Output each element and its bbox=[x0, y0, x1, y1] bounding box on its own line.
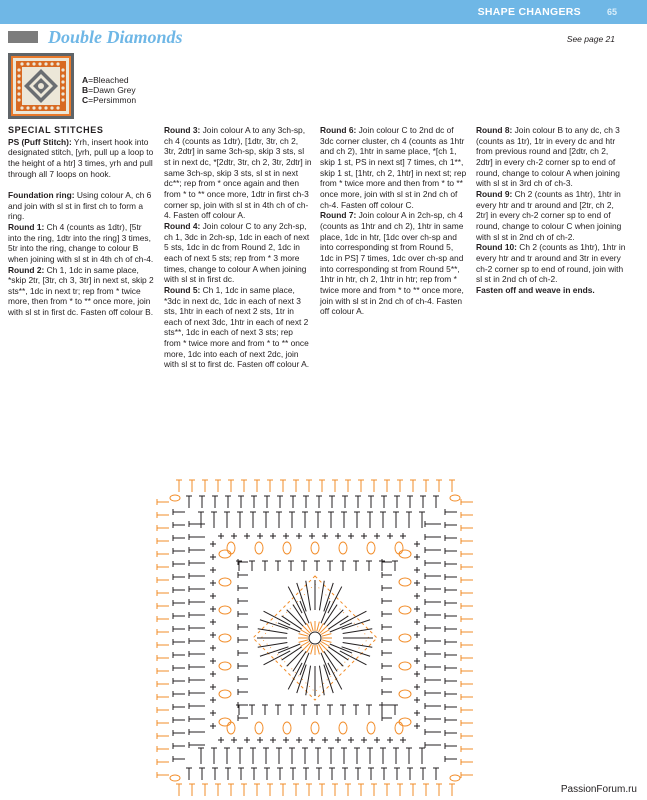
foundation-ring bbox=[309, 632, 321, 644]
step-label: Foundation ring: bbox=[8, 189, 75, 200]
puff-stitch-top bbox=[395, 542, 403, 554]
watermark: PassionForum.ru bbox=[560, 784, 637, 795]
foundation-ring bbox=[8, 190, 156, 222]
stitch-r3-fan bbox=[342, 647, 370, 656]
stitch-r3-fan bbox=[324, 583, 333, 611]
text-column-3 bbox=[320, 125, 468, 317]
step-text: Ch 2 (counts as 1htr), 1htr in every htr and tr around and [2tr, ch 2, 2tr] in every ch-2 corner sp to end of round, change to colour C when joining with sl st in 2nd ch of ch-2. bbox=[476, 188, 622, 242]
stitch-r1-spoke bbox=[322, 640, 332, 643]
stitch-r3-fan bbox=[343, 629, 373, 634]
legend-row-b bbox=[82, 85, 136, 95]
puff-stitch-right bbox=[399, 550, 411, 558]
finishing-note: Fasten off and weave in ends. bbox=[476, 284, 595, 295]
puff-stitch-left bbox=[219, 662, 231, 670]
round-1 bbox=[8, 222, 156, 265]
step-label: Round 8: bbox=[476, 125, 513, 135]
legend-row-c bbox=[82, 95, 136, 105]
stitch-r1-spoke bbox=[299, 634, 309, 637]
step-text: Join colour C to any 2ch-sp, ch 1, 3dc in 2ch-sp, 1dc in each of next 5 sts, 1dc in dc from Round 2, 1dc in each of next 5 sts; rep from * 3 more times, change to colour A when joining with sl st in first dc. bbox=[164, 220, 310, 285]
stitch-r3-fan bbox=[319, 581, 324, 611]
legend-value: =Bleached bbox=[88, 75, 129, 85]
granny-square-image bbox=[8, 53, 74, 119]
page-header bbox=[0, 0, 647, 24]
section-label: SHAPE CHANGERS bbox=[477, 6, 581, 18]
corner-chain-loop bbox=[170, 775, 180, 781]
stitch-r3-fan bbox=[260, 647, 288, 656]
puff-stitch-top bbox=[255, 542, 263, 554]
special-stitches-heading: SPECIAL STITCHES bbox=[8, 125, 104, 135]
corner-chain-loop bbox=[450, 495, 460, 501]
square-photo bbox=[8, 53, 74, 119]
colour-legend bbox=[82, 75, 136, 106]
stitch-r3-fan bbox=[342, 620, 370, 629]
crochet-chart bbox=[155, 478, 475, 798]
step-label: Round 1: bbox=[8, 221, 45, 232]
special-stitch-ps bbox=[8, 137, 156, 180]
stitch-r1-spoke bbox=[311, 645, 314, 655]
round-9 bbox=[476, 189, 626, 242]
text-column-4 bbox=[476, 125, 626, 296]
legend-key: A bbox=[82, 75, 89, 85]
puff-stitch-top bbox=[339, 542, 347, 554]
stitch-label: PS (Puff Stitch): bbox=[8, 136, 72, 147]
stitch-r3-fan bbox=[306, 666, 311, 696]
round-7 bbox=[320, 210, 468, 317]
legend-value: =Dawn Grey bbox=[88, 85, 136, 96]
puff-stitch-top bbox=[367, 542, 375, 554]
step-text: Join colour A to any 3ch-sp, ch 4 (counts as 1dtr), [1dtr, 3tr, ch 2, 3tr, 2dtr] in same 3ch-sp, skip 3 sts, sl st in next dc, *[2dtr, 3tr, ch 2, 3tr, 2dtr] in same 3ch-sp, skip 3 sts, sl st in next dc**; rep from * once again and then from * to ** once more, 1dtr in first ch-3 corner sp, join with sl st in 4th ch of ch-4. Fasten off colour A. bbox=[164, 125, 312, 221]
puff-stitch-left bbox=[219, 690, 231, 698]
puff-stitch-right bbox=[399, 578, 411, 586]
stitch-r3-fan bbox=[328, 663, 342, 690]
step-text: Using colour A, ch 6 and join with sl st in first ch to form a ring. bbox=[8, 189, 152, 222]
title-color-swatch bbox=[8, 31, 38, 43]
step-label: Round 6: bbox=[320, 125, 357, 135]
round-2 bbox=[8, 265, 156, 318]
corner-chain-loop bbox=[170, 495, 180, 501]
puff-stitch-left bbox=[219, 634, 231, 642]
puff-stitch-bottom bbox=[311, 722, 319, 734]
step-label: Round 10: bbox=[476, 242, 517, 253]
stitch-r3-fan bbox=[288, 663, 302, 690]
puff-stitch-bottom bbox=[227, 722, 235, 734]
stitch-r3-fan bbox=[258, 642, 288, 647]
step-label: Round 3: bbox=[164, 125, 201, 135]
round-6 bbox=[320, 125, 468, 210]
round-4 bbox=[164, 221, 312, 285]
puff-stitch-top bbox=[227, 542, 235, 554]
text-column-1 bbox=[8, 125, 156, 318]
stitch-r1-spoke bbox=[317, 645, 320, 655]
puff-stitch-right bbox=[399, 718, 411, 726]
puff-stitch-left bbox=[219, 606, 231, 614]
puff-stitch-bottom bbox=[255, 722, 263, 734]
puff-stitch-right bbox=[399, 606, 411, 614]
page-number: 65 bbox=[606, 7, 617, 17]
puff-stitch-left bbox=[219, 578, 231, 586]
stitch-r3-fan bbox=[297, 583, 306, 611]
stitch-r1-spoke bbox=[322, 634, 332, 637]
crochet-chart-svg bbox=[155, 478, 475, 798]
stitch-r3-fan bbox=[297, 665, 306, 693]
step-text: Ch 4 (counts as 1dtr), [5tr into the ring, 1dtr into the ring] 3 times, 5tr into the ring, change to colour B when joining with sl st in 4th ch of ch-4. bbox=[8, 221, 154, 264]
step-text: Join colour C to 2nd dc of 3dc corner cluster, ch 4 (counts as 1htr and ch 2), 1htr in same place, *[ch 1, skip 1 st, PS in next st] 7 times, ch 1**, skip 1 st, [1htr, ch 2, 1htr] in next st; rep from * twice more and then from * to ** once more, join with sl st in 2nd ch of ch-4. Fasten off colour C. bbox=[320, 125, 467, 210]
stitch-r1-spoke bbox=[299, 640, 309, 643]
corner-chain-loop bbox=[450, 775, 460, 781]
stitch-r1-spoke bbox=[311, 622, 314, 632]
stitch-r3-fan bbox=[306, 581, 311, 611]
round-3 bbox=[164, 125, 312, 221]
text-column-2 bbox=[164, 125, 312, 370]
puff-stitch-bottom bbox=[367, 722, 375, 734]
puff-stitch-bottom bbox=[283, 722, 291, 734]
step-label: Round 2: bbox=[8, 264, 45, 275]
puff-stitch-top bbox=[283, 542, 291, 554]
stitch-r3-fan bbox=[324, 665, 333, 693]
puff-stitch-right bbox=[399, 662, 411, 670]
stitch-r3-fan bbox=[258, 629, 288, 634]
legend-row-a bbox=[82, 75, 136, 85]
stitch-r1-spoke bbox=[317, 622, 320, 632]
pattern-title: Double Diamonds bbox=[48, 27, 183, 47]
puff-stitch-bottom bbox=[395, 722, 403, 734]
puff-stitch-right bbox=[399, 634, 411, 642]
puff-stitch-right bbox=[399, 690, 411, 698]
step-text: Join colour B to any dc, ch 3 (counts as 1tr), 1tr in every dc and htr from previous round and [2dtr, ch 2, 2dtr] in every ch-2 corner sp to end of round, change to colour A when joining with sl st in 3rd ch of ch-3. bbox=[476, 125, 620, 189]
see-page-reference: See page 21 bbox=[566, 34, 615, 44]
step-label: Round 7: bbox=[320, 210, 357, 221]
step-text: Ch 2 (counts as 1htr), 1htr in every htr and tr around and 3tr in every ch-2 corner sp to end of round, join with sl st in 2nd ch of ch-2. bbox=[476, 242, 626, 285]
puff-stitch-top bbox=[311, 542, 319, 554]
legend-key: C bbox=[82, 95, 89, 106]
step-text: Join colour A in 2ch-sp, ch 4 (counts as 1htr and ch 2), 1htr in same place, 1dc in htr, [1dc over ch-sp and into corresponding st from Round 5, 1dc in PS] 7 times, 1dc over ch-sp and into corresponding st from Round 5**, 1htr in htr, ch 2, 1htr in htr; rep from * twice more and from * to ** once more, join with sl st in 2nd ch of ch-4. Fasten off colour A. bbox=[320, 210, 464, 317]
puff-stitch-left bbox=[219, 550, 231, 558]
round-10 bbox=[476, 242, 626, 285]
stitch-r3-fan bbox=[319, 666, 324, 696]
step-text: Ch 1, 1dc in same place, *3dc in next dc, 1dc in each of next 3 sts, 1htr in each of next 2 sts, 1tr in each of next 3dc, 1htr in each of next 2 sts**, 1dc in each of next 3 sts; rep from * twice more and from * to ** once more, 1dc into each of next 2dc, join with sl st to first dc. Fasten off colour A. bbox=[164, 284, 310, 370]
puff-stitch-bottom bbox=[339, 722, 347, 734]
step-label: Round 5: bbox=[164, 284, 201, 295]
puff-stitch-left bbox=[219, 718, 231, 726]
step-text: Ch 1, 1dc in same place, *skip 2tr, [3tr, ch 3, 3tr] in next st, skip 2 sts**, 1dc in next tr; rep from * twice more, then from * to ** once more, join with sl st in first dc. Fasten off colour B. bbox=[8, 264, 154, 318]
stitch-r3-fan bbox=[343, 642, 373, 647]
legend-value: =Persimmon bbox=[88, 95, 137, 106]
stitch-r3-fan bbox=[260, 620, 288, 629]
step-label: Round 4: bbox=[164, 220, 201, 231]
round-5 bbox=[164, 285, 312, 370]
round-8 bbox=[476, 125, 626, 189]
legend-key: B bbox=[82, 85, 89, 96]
stitch-text: Yrh, insert hook into designated stitch, [yrh, pull up a loop to the height of a htr] 3 times, yrh and pull through all 7 loops on hook. bbox=[8, 136, 154, 179]
step-label: Round 9: bbox=[476, 188, 513, 199]
